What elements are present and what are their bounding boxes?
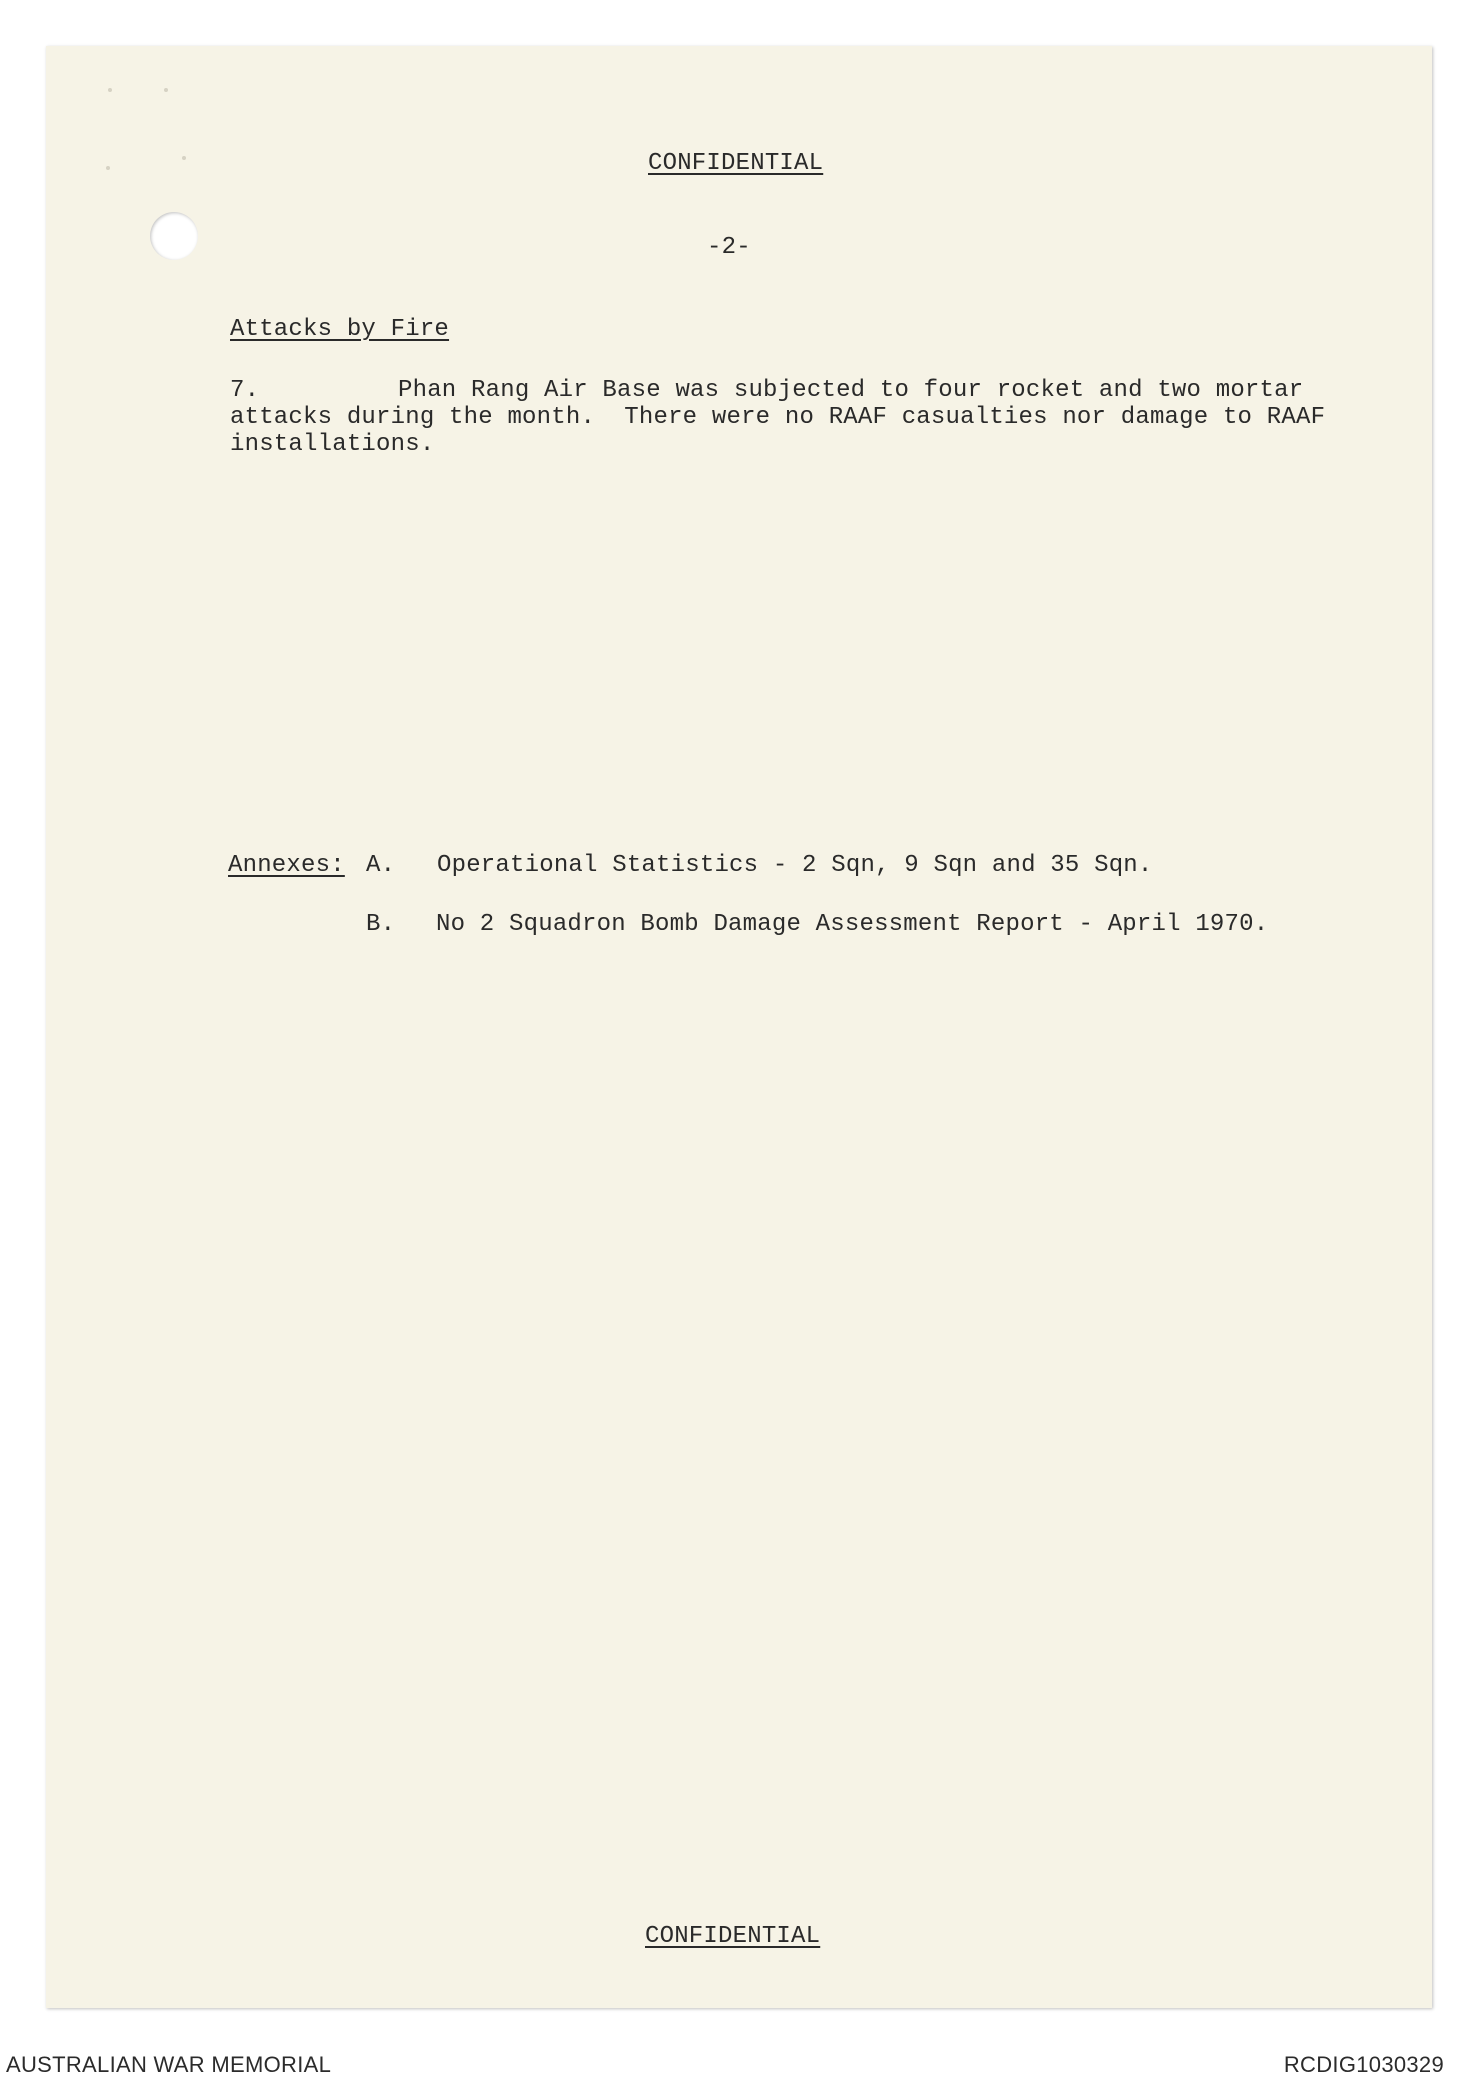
staple-mark (182, 156, 186, 160)
annex-letter: B. (366, 911, 396, 938)
staple-mark (164, 88, 168, 92)
paragraph-number: 7. (230, 377, 260, 404)
staple-mark (108, 88, 112, 92)
archive-record-id: RCDIG1030329 (1283, 2052, 1444, 2077)
page-number: -2- (707, 234, 751, 261)
section-heading: Attacks by Fire (230, 316, 450, 343)
paragraph-line: installations. (230, 431, 435, 458)
footer-classification: CONFIDENTIAL (645, 1923, 821, 1950)
annexes-label: Annexes: (228, 852, 345, 879)
annex-text: Operational Statistics - 2 Sqn, 9 Sqn and 35 Sqn. (437, 852, 1153, 879)
staple-mark (106, 166, 110, 170)
paragraph-line: attacks during the month. There were no RAAF casualties nor damage to RAAF (230, 404, 1326, 431)
paragraph-line: Phan Rang Air Base was subjected to four rocket and two mortar (398, 377, 1304, 404)
archive-institution: AUSTRALIAN WAR MEMORIAL (6, 2052, 332, 2077)
punch-hole (150, 212, 198, 260)
header-classification: CONFIDENTIAL (648, 150, 824, 177)
annex-letter: A. (366, 852, 396, 879)
annex-text: No 2 Squadron Bomb Damage Assessment Report - April 1970. (436, 911, 1269, 938)
